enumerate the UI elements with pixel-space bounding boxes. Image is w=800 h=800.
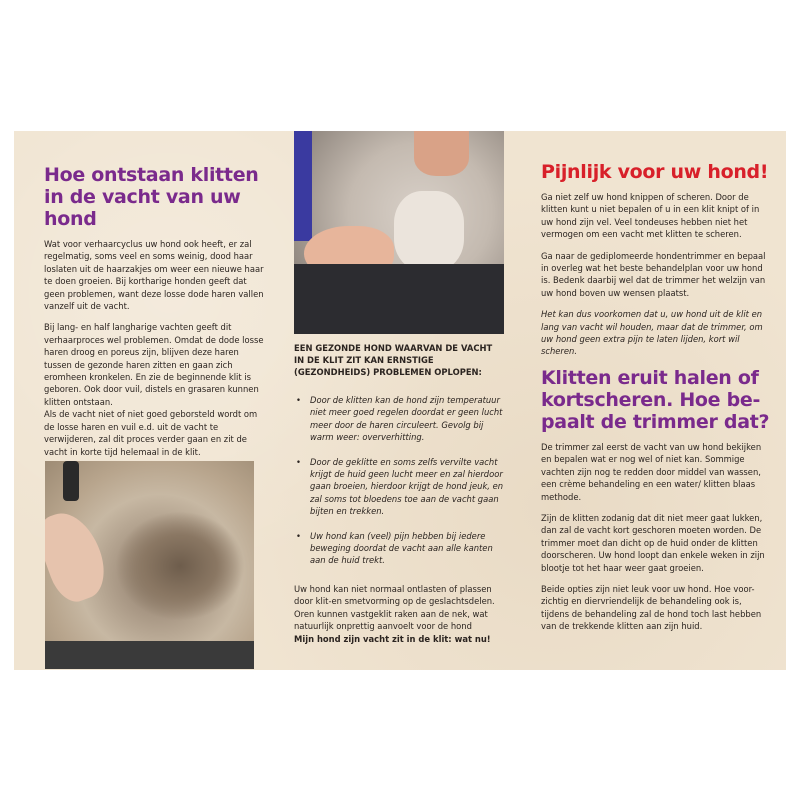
bold-callout: Mijn hond zijn vacht zit in de klit: wat nu!: [294, 633, 491, 644]
list-item: • Door de klitten kan de hond zijn temperatuur niet meer goed regelen doordat er geen lucht meer door de haren circuleert. Gevolg bij warm weer: oververhitting.: [294, 394, 504, 444]
paragraph: Als de vacht niet of niet goed geborsteld wordt om de losse haren en vuil e.d. uit de vacht te verwijderen, zal dit proces verder gaan en zit de vacht in korte tijd helemaal in de klit.: [44, 409, 258, 457]
paragraph: Het kan dus voorkomen dat u, uw hond uit de klit en lang van vacht wil houden, maar dat de trimmer, om uw hond geen extra pijn te laten lijden, kort wil scheren.: [541, 309, 763, 357]
heading-klitten-ontstaan: Hoe ontstaan klitten in de vacht van uw hond: [44, 164, 259, 230]
paragraph: Wat voor verhaarcyclus uw hond ook heeft, er zal regelmatig, soms veel en soms weinig, dood haar loslaten uit de haarzakjes om weer een nieuwe haar te doen groeien. Bij kortharige honden geeft dat geen problemen, want deze losse dode haren vallen vanzelf uit de vacht.: [44, 239, 264, 312]
list-item: • Uw hond kan (veel) pijn hebben bij iedere beweging doordat de vacht aan alle kanten aan de huid trekt.: [294, 530, 504, 567]
paragraph: Ga naar de gediplomeerde hondentrimmer en bepaal in overleg wat het beste behandelplan voor uw hond is. Bedenk daarbij wel dat de trimmer het welzijn van uw hond boven uw wensen plaatst.: [541, 250, 766, 298]
clipper-icon: [63, 461, 79, 501]
heading-pijnlijk: Pijnlijk voor uw hond!: [541, 161, 769, 183]
paragraph: Bij lang- en half langharige vachten geeft dit verhaarproces wel problemen. Omdat de dode losse haren droog en poreus zijn, blijven deze haren tussen de gezonde haren zitten en gaan zich eromheen kronkelen. En zie de beginnende klit is geboren. Ook door vuil, distels en grasaren kunnen klitten ontstaan.: [44, 322, 264, 407]
paragraph: Beide opties zijn niet leuk voor uw hond. Hoe voor-zichtig en diervriendelijk de behandeling ook is, tijdens de behandeling zal de hond toch last hebben van de trekkende klitten aan zijn huid.: [541, 583, 762, 632]
photo-hand-holding-paw: [294, 131, 504, 334]
paragraph: Zijn de klitten zodanig dat dit niet meer gaat lukken, dan zal de vacht kort geschoren moeten worden. De trimmer moet dan dicht op de huid onder de klitten doorscheren. Uw hond loopt dan enkele weken in zijn blootje tot het haar weer gaat groeien.: [541, 512, 765, 573]
paragraph: Ga niet zelf uw hond knippen of scheren. Door de klitten kunt u niet bepalen of u in een klit knipt of in uw hond zijn vel. Veel tondeuses hebben niet het vermogen om een vacht met klitten te scheren.: [541, 192, 760, 240]
caption-health-problems: EEN GEZONDE HOND WAARVAN DE VACHT IN DE KLIT ZIT KAN ERNSTIGE (GEZONDHEIDS) PROBLEMEN OPLOPEN:: [294, 343, 493, 378]
list-item: • Door de geklitte en soms zelfs vervilte vacht krijgt de huid geen lucht meer en zal hierdoor gaan broeien, hierdoor krijgt de hond jeuk, en zal soms tot bloedens toe aan de vacht gaan bijten en trekken.: [294, 456, 504, 518]
column-right: [541, 161, 771, 642]
paragraph: Uw hond kan niet normaal ontlasten of plassen door klit-en smetvorming op de geslachtsdelen. Oren kunnen vastgeklit raken aan de nek, wat natuurlijk onprettig aanvoelt voor de hond: [294, 584, 495, 632]
paragraph: De trimmer zal eerst de vacht van uw hond bekijken en bepalen wat er nog wel of niet kan. Sommige vachten zijn nog te redden door middel van wassen, een crème behandeling en een water/ klitten blaas methode.: [541, 441, 762, 502]
brochure-spread: [14, 131, 786, 670]
column-left: [44, 164, 269, 467]
column-middle-text: [294, 583, 504, 645]
photo-matted-dog-grooming: [45, 461, 254, 669]
heading-klitten-eruit: Klitten eruit halen of kortscheren. Hoe be-paalt de trimmer dat?: [541, 366, 770, 433]
bullet-list: [294, 394, 504, 579]
